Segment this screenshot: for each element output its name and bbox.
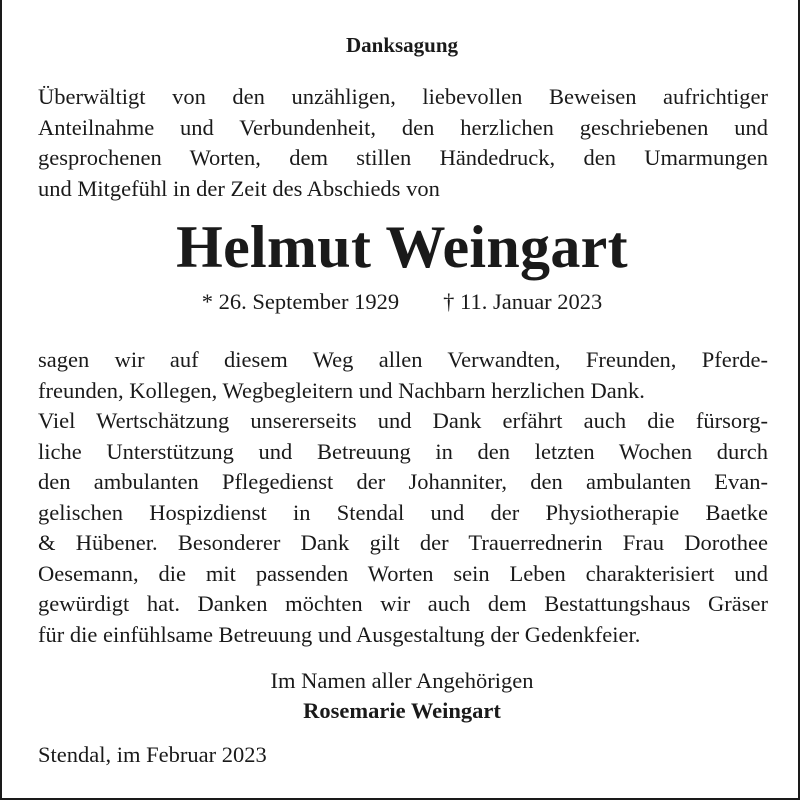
- body-line: sagen wir auf diesem Weg allen Verwandten, Freunden, Pferde-: [38, 347, 768, 372]
- intro-paragraph: [38, 82, 768, 204]
- death-date: † 11. Januar 2023: [443, 289, 603, 314]
- place-date: Stendal, im Februar 2023: [38, 742, 267, 767]
- body-line: liche Unterstützung und Betreuung in den letzten Wochen durch: [38, 438, 768, 464]
- body-line: freunden, Kollegen, Wegbegleitern und Nachbarn herzlichen Dank.: [38, 377, 645, 403]
- body-line: gewürdigt hat. Danken möchten wir auch dem Bestattungshaus Gräser: [38, 591, 768, 616]
- birth-date: * 26. September 1929: [201, 289, 400, 314]
- body-line: Oesemann, die mit passenden Worten sein Leben charakterisiert und: [38, 560, 768, 586]
- body-line: & Hübener. Besonderer Dank gilt der Trauerrednerin Frau Dorothee: [38, 530, 768, 555]
- closing-block: [2, 666, 800, 726]
- intro-line: Anteilnahme und Verbundenheit, den herzlichen geschriebenen und: [38, 114, 768, 140]
- life-dates: [2, 287, 800, 317]
- body-line: Viel Wertschätzung unsererseits und Dank erfährt auch die fürsorg-: [38, 408, 768, 433]
- signer-name: Rosemarie Weingart: [303, 698, 501, 723]
- deceased-name: Helmut Weingart: [176, 214, 628, 280]
- intro-line: gesprochenen Worten, dem stillen Händedruck, den Umarmungen: [38, 145, 768, 170]
- intro-line: Überwältigt von den unzähligen, liebevollen Beweisen aufrichtiger: [38, 84, 768, 109]
- closing-phrase: Im Namen aller Angehörigen: [270, 668, 534, 693]
- body-line: den ambulanten Pflegedienst der Johanniter, den ambulanten Evan-: [38, 469, 768, 494]
- notice-heading: Danksagung: [345, 33, 459, 57]
- body-line: gelischen Hospizdienst in Stendal und der Physiotherapie Baetke: [38, 499, 768, 525]
- body-paragraph: [38, 345, 768, 650]
- body-line: für die einfühlsame Betreuung und Ausgestaltung der Gedenkfeier.: [38, 621, 641, 647]
- intro-line: und Mitgefühl in der Zeit des Abschieds von: [38, 175, 440, 201]
